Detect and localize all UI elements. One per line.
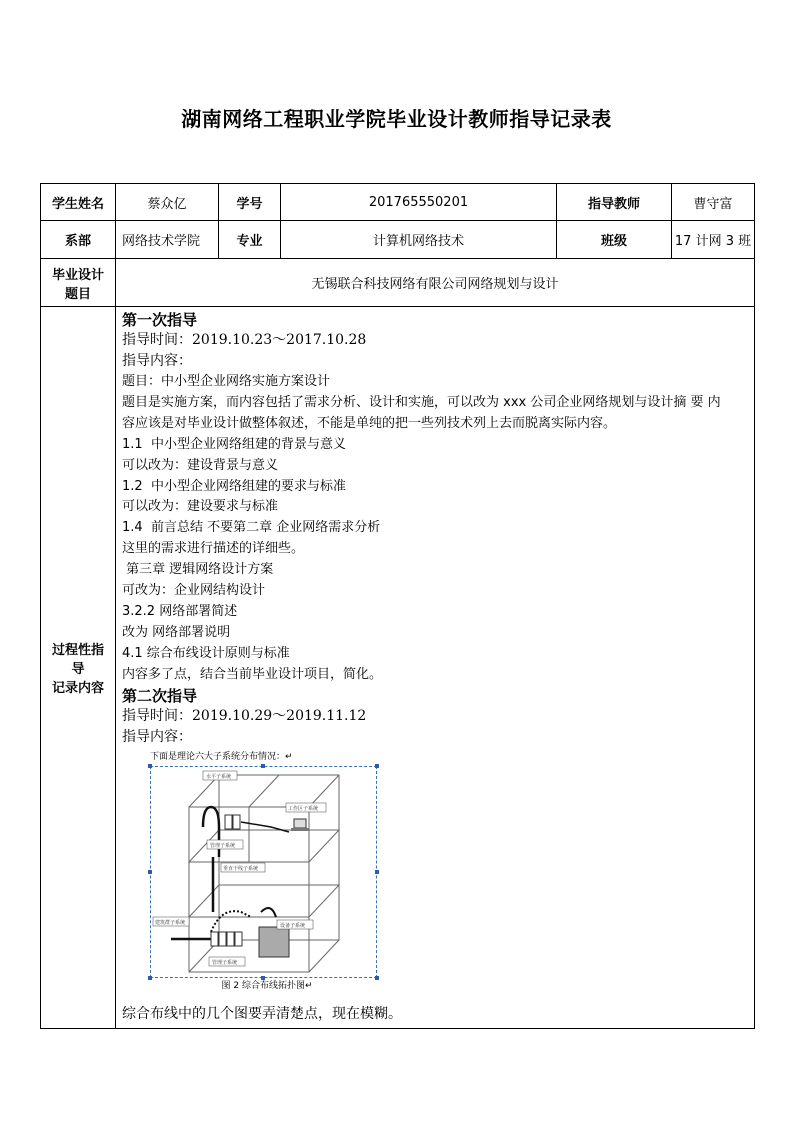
major-label: 专业 — [219, 221, 281, 259]
student-id-value: 201765550201 — [281, 184, 557, 221]
label-backbone-subsystem: 垂直干线子系统 — [223, 865, 259, 872]
student-name-label: 学生姓名 — [41, 184, 116, 221]
label-work-area-subsystem: 工作区子系统 — [288, 805, 319, 812]
figure-caption-bottom: 图 2 综合布线拓扑图↵ — [221, 980, 313, 991]
department-value: 网络技术学院 — [116, 221, 219, 259]
figure-selection-box — [150, 766, 377, 978]
topic-label — [41, 259, 116, 307]
guidance-line: 可改为：企业网结构设计 — [122, 583, 266, 599]
department-row — [41, 221, 755, 259]
building-cabling-diagram — [151, 767, 376, 977]
guidance-line: 1.4 前言总结 不要第二章 企业网络需求分析 — [122, 520, 381, 536]
record-row — [41, 307, 755, 1029]
resize-handle — [148, 764, 152, 768]
building-back-frame — [219, 775, 339, 940]
record-content — [116, 307, 755, 1029]
resize-handle — [148, 870, 152, 874]
guidance-record-table — [40, 183, 755, 1029]
second-guidance-content-label: 指导内容： — [122, 728, 192, 745]
student-id-label: 学号 — [219, 184, 281, 221]
label-horizontal-subsystem: 水平子系统 — [206, 773, 232, 780]
guidance-line: 可以改为：建设要求与标准 — [122, 499, 279, 515]
first-guidance-content-label: 指导内容： — [122, 353, 192, 369]
label-management-subsystem-top: 管理子系统 — [210, 842, 236, 849]
advisor-value: 曹守富 — [672, 184, 755, 221]
guidance-line: 1.2 中小型企业网络组建的要求与标准 — [122, 478, 346, 494]
guidance-line: 第三章 逻辑网络设计方案 — [122, 562, 274, 578]
label-management-subsystem-bottom: 管理子系统 — [212, 959, 238, 966]
record-label — [41, 307, 116, 1029]
figure-caption-top: 下面是理论六大子系统分布情况：↵ — [150, 751, 293, 762]
record-label-line-2: 导 — [71, 661, 85, 677]
resize-handle — [375, 870, 379, 874]
workstation — [294, 819, 306, 828]
topic-label-line-2: 题目 — [64, 286, 91, 302]
guidance-line: 内容多了点，结合当前毕业设计项目，简化。 — [122, 666, 383, 682]
topic-value: 无锡联合科技网络有限公司网络规划与设计 — [116, 259, 755, 307]
first-guidance-time: 指导时间：2019.10.23～2017.10.28 — [122, 332, 367, 348]
topic-label-line-1: 毕业设计 — [51, 267, 104, 283]
advisor-label: 指导教师 — [557, 184, 672, 221]
first-guidance-heading: 第一次指导 — [122, 311, 198, 329]
guidance-line: 4.1 综合布线设计原则与标准 — [122, 645, 290, 661]
guidance-line: 题目：中小型企业网络实施方案设计 — [122, 374, 331, 389]
label-equipment-subsystem: 设备子系统 — [280, 922, 306, 929]
resize-handle — [261, 764, 265, 768]
second-guidance-time: 指导时间：2019.10.29～2019.11.12 — [122, 707, 367, 724]
guidance-line: 1.1 中小型企业网络组建的背景与意义 — [122, 436, 346, 452]
major-value: 计算机网络技术 — [281, 221, 557, 259]
cabling-topology-figure — [142, 750, 392, 1002]
guidance-line: 题目是实施方案，而内容包括了需求分析、设计和实施，可以改为 xxx 公司企业网络规划与设计摘 要 内 — [122, 394, 721, 410]
topic-row — [41, 259, 755, 307]
page-title: 湖南网络工程职业学院毕业设计教师指导记录表 — [181, 107, 612, 131]
resize-handle — [375, 764, 379, 768]
guidance-line: 3.2.2 网络部署简述 — [122, 603, 238, 619]
department-label: 系部 — [41, 221, 116, 259]
guidance-line: 这里的需求进行描述的详细些。 — [122, 541, 305, 557]
record-label-line-1: 过程性指 — [51, 642, 104, 658]
class-value: 17 计网 3 班 — [672, 221, 755, 259]
equipment-cabinet — [259, 927, 289, 957]
second-guidance-comment: 综合布线中的几个图要弄清楚点，现在模糊。 — [122, 1005, 402, 1022]
guidance-line: 容应该是对毕业设计做整体叙述，不能是单纯的把一些列技术列上去而脱离实际内容。 — [122, 415, 617, 431]
student-name-value: 蔡众亿 — [116, 184, 219, 221]
student-info-row — [41, 184, 755, 221]
label-building-group-subsystem: 建筑群子系统 — [155, 919, 186, 926]
guidance-line: 改为 网络部署说明 — [122, 624, 231, 640]
guidance-line: 可以改为：建设背景与意义 — [122, 457, 279, 473]
second-guidance-heading: 第二次指导 — [122, 686, 198, 705]
record-label-line-3: 记录内容 — [51, 680, 104, 696]
class-label: 班级 — [557, 221, 672, 259]
